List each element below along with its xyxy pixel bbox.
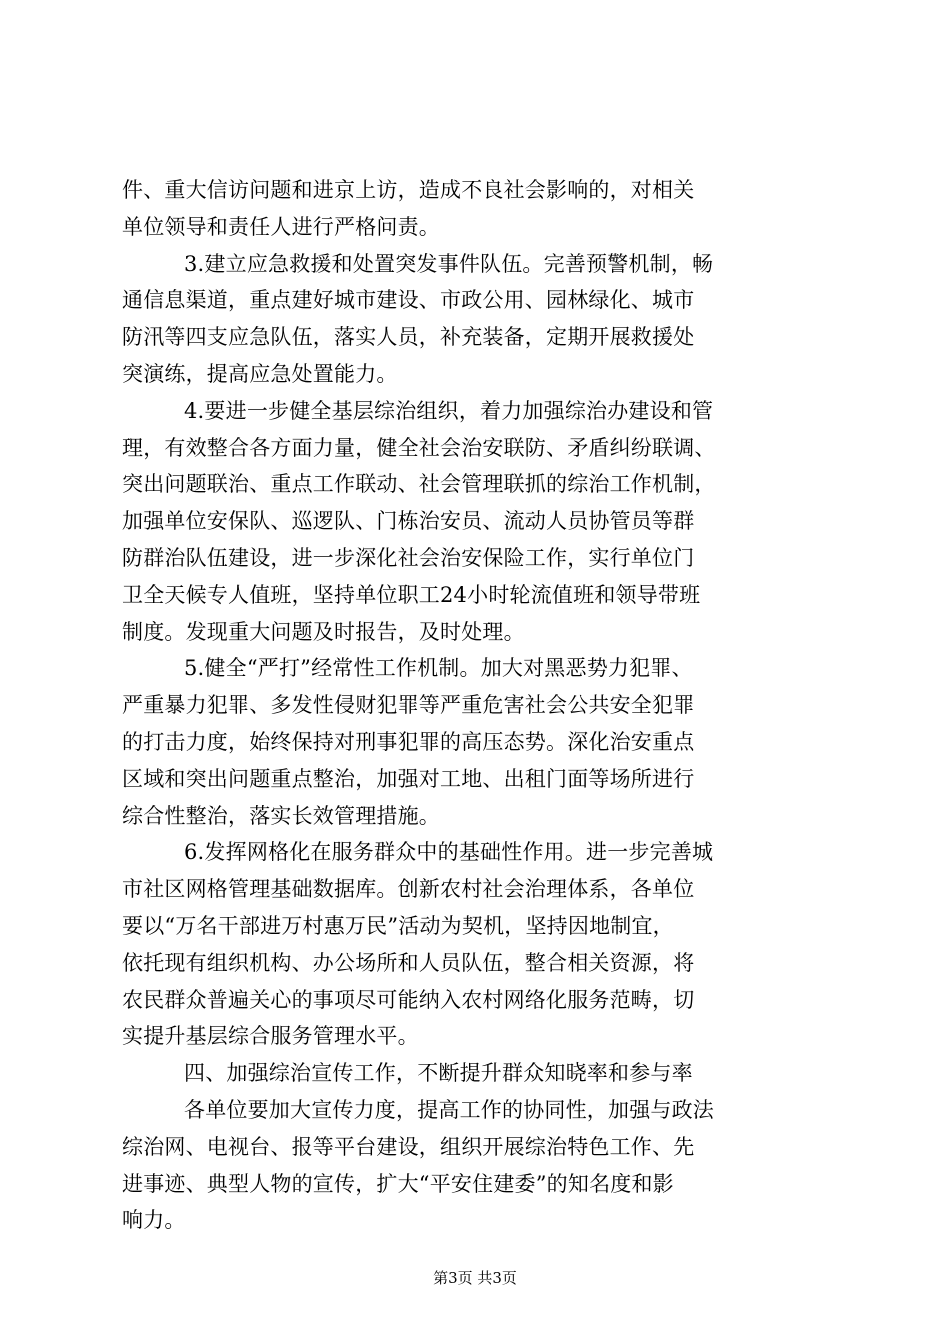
text-line: 要以“万名干部进万村惠万民”活动为契机，坚持因地制宜， [122,913,674,938]
text-line: 4.要进一步健全基层综治组织，着力加强综治办建设和管 [184,398,714,423]
document-body [122,172,832,1239]
text-line: 区域和突出问题重点整治，加强对工地、出租门面等场所进行 [122,766,695,791]
text-line: 6.发挥网格化在服务群众中的基础性作用。进一步完善城 [184,840,714,865]
text-line: 各单位要加大宣传力度，提高工作的协同性，加强与政法 [184,1097,714,1122]
text-line: 3.建立应急救援和处置突发事件队伍。完善预警机制，畅 [184,251,714,276]
text-line: 严重暴力犯罪、多发性侵财犯罪等严重危害社会公共安全犯罪 [122,693,695,718]
text-line: 卫全天候专人值班，坚持单位职工24小时轮流值班和领导带班 [122,582,701,607]
text-line: 农民群众普遍关心的事项尽可能纳入农村网络化服务范畴，切 [122,987,695,1012]
text-line: 综治网、电视台、报等平台建设，组织开展综治特色工作、先 [122,1134,695,1159]
text-line: 进事迹、典型人物的宣传，扩大“平安住建委”的知名度和影 [122,1171,674,1196]
text-line: 的打击力度，始终保持对刑事犯罪的高压态势。深化治安重点 [122,729,695,754]
text-line: 加强单位安保队、巡逻队、门栋治安员、流动人员协管员等群 [122,509,695,534]
text-line: 防群治队伍建设，进一步深化社会治安保险工作，实行单位门 [122,545,695,570]
text-line: 突出问题联治、重点工作联动、社会管理联抓的综治工作机制， [122,472,716,497]
text-line: 防汛等四支应急队伍，落实人员，补充装备，定期开展救援处 [122,325,695,350]
text-line: 单位领导和责任人进行严格问责。 [122,214,440,239]
page-footer: 第3页 共3页 [433,1269,517,1287]
text-line: 四、加强综治宣传工作，不断提升群众知晓率和参与率 [184,1061,693,1086]
text-line: 综合性整治，落实长效管理措施。 [122,803,440,828]
text-line: 件、重大信访问题和进京上访，造成不良社会影响的，对相关 [122,178,695,202]
text-line: 市社区网格管理基础数据库。创新农村社会治理体系，各单位 [122,877,695,902]
text-line: 突演练，提高应急处置能力。 [122,361,398,386]
text-line: 响力。 [122,1208,186,1233]
text-line: 理，有效整合各方面力量，健全社会治安联防、矛盾纠纷联调、 [122,435,716,460]
text-line: 依托现有组织机构、办公场所和人员队伍，整合相关资源，将 [122,950,695,975]
text-line: 实提升基层综合服务管理水平。 [122,1024,419,1049]
text-line: 制度。发现重大问题及时报告，及时处理。 [122,619,525,644]
text-line: 通信息渠道，重点建好城市建设、市政公用、园林绿化、城市 [122,288,695,313]
text-line: 5.健全“严打”经常性工作机制。加大对黑恶势力犯罪、 [184,656,693,681]
